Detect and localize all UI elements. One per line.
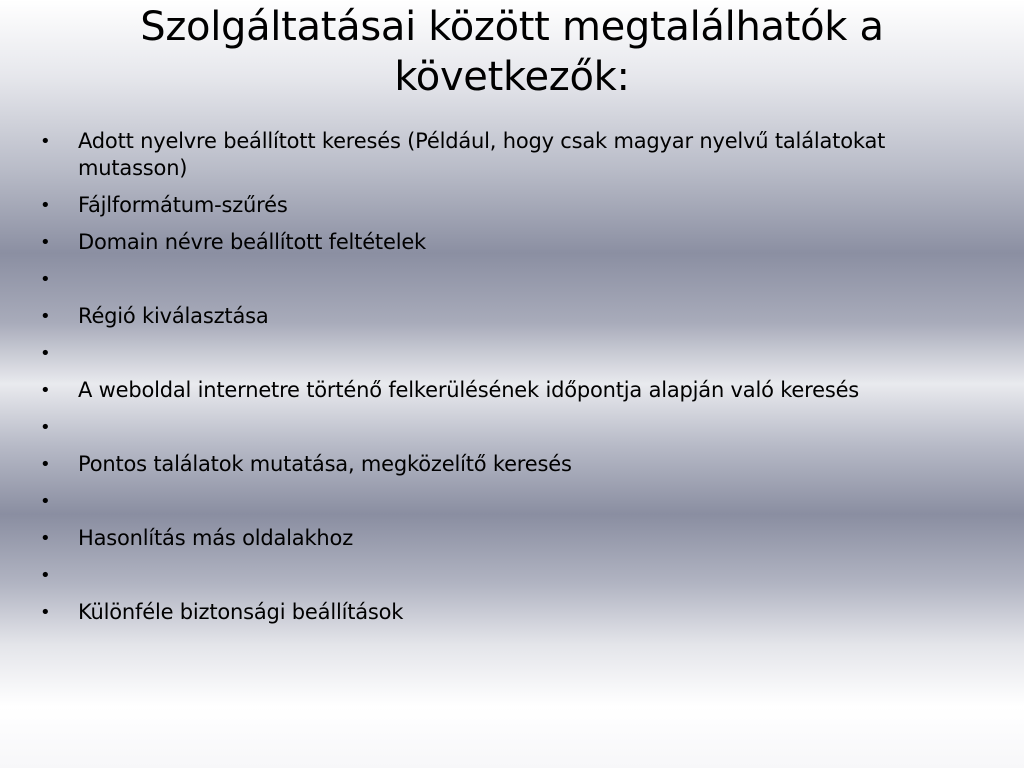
- bullet-icon: •: [40, 232, 51, 253]
- bullet-icon: •: [40, 417, 51, 438]
- bullet-text: Adott nyelvre beállított keresés (Például, hogy csak magyar nyelvű találatokat mutasson): [78, 129, 886, 180]
- bullet-icon: •: [40, 565, 51, 586]
- bullet-icon: •: [40, 380, 51, 401]
- bullet-text: Különféle biztonsági beállítások: [78, 600, 404, 624]
- bullet-item-empty: [40, 340, 960, 367]
- bullet-icon: •: [40, 491, 51, 512]
- bullet-item-empty: [40, 488, 960, 515]
- bullet-icon: •: [40, 602, 51, 623]
- bullet-text: A weboldal internetre történő felkerülésének időpontja alapján való keresés: [78, 378, 860, 402]
- bullet-icon: •: [40, 306, 51, 327]
- bullet-icon: •: [40, 131, 51, 152]
- bullet-text: Fájlformátum-szűrés: [78, 193, 288, 217]
- slide-title: Szolgáltatásai között megtalálhatók a következők:: [140, 4, 884, 100]
- bullet-icon: •: [40, 343, 51, 364]
- bullet-item: [40, 599, 960, 626]
- bullet-text: Hasonlítás más oldalakhoz: [78, 526, 354, 550]
- bullet-item-empty: [40, 266, 960, 293]
- bullet-text: Régió kiválasztása: [78, 304, 269, 328]
- bullet-item: [40, 377, 960, 404]
- bullet-item-empty: [40, 414, 960, 441]
- bullet-item: [40, 451, 960, 478]
- bullet-text: Domain névre beállított feltételek: [78, 230, 427, 254]
- bullet-item: [40, 192, 960, 219]
- bullet-list: [40, 128, 960, 636]
- bullet-item: [40, 525, 960, 552]
- bullet-icon: •: [40, 454, 51, 475]
- bullet-icon: •: [40, 269, 51, 290]
- bullet-item: [40, 303, 960, 330]
- bullet-icon: •: [40, 195, 51, 216]
- bullet-item-empty: [40, 562, 960, 589]
- bullet-icon: •: [40, 528, 51, 549]
- bullet-item: [40, 128, 960, 182]
- bullet-text: Pontos találatok mutatása, megközelítő keresés: [78, 452, 572, 476]
- bullet-item: [40, 229, 960, 256]
